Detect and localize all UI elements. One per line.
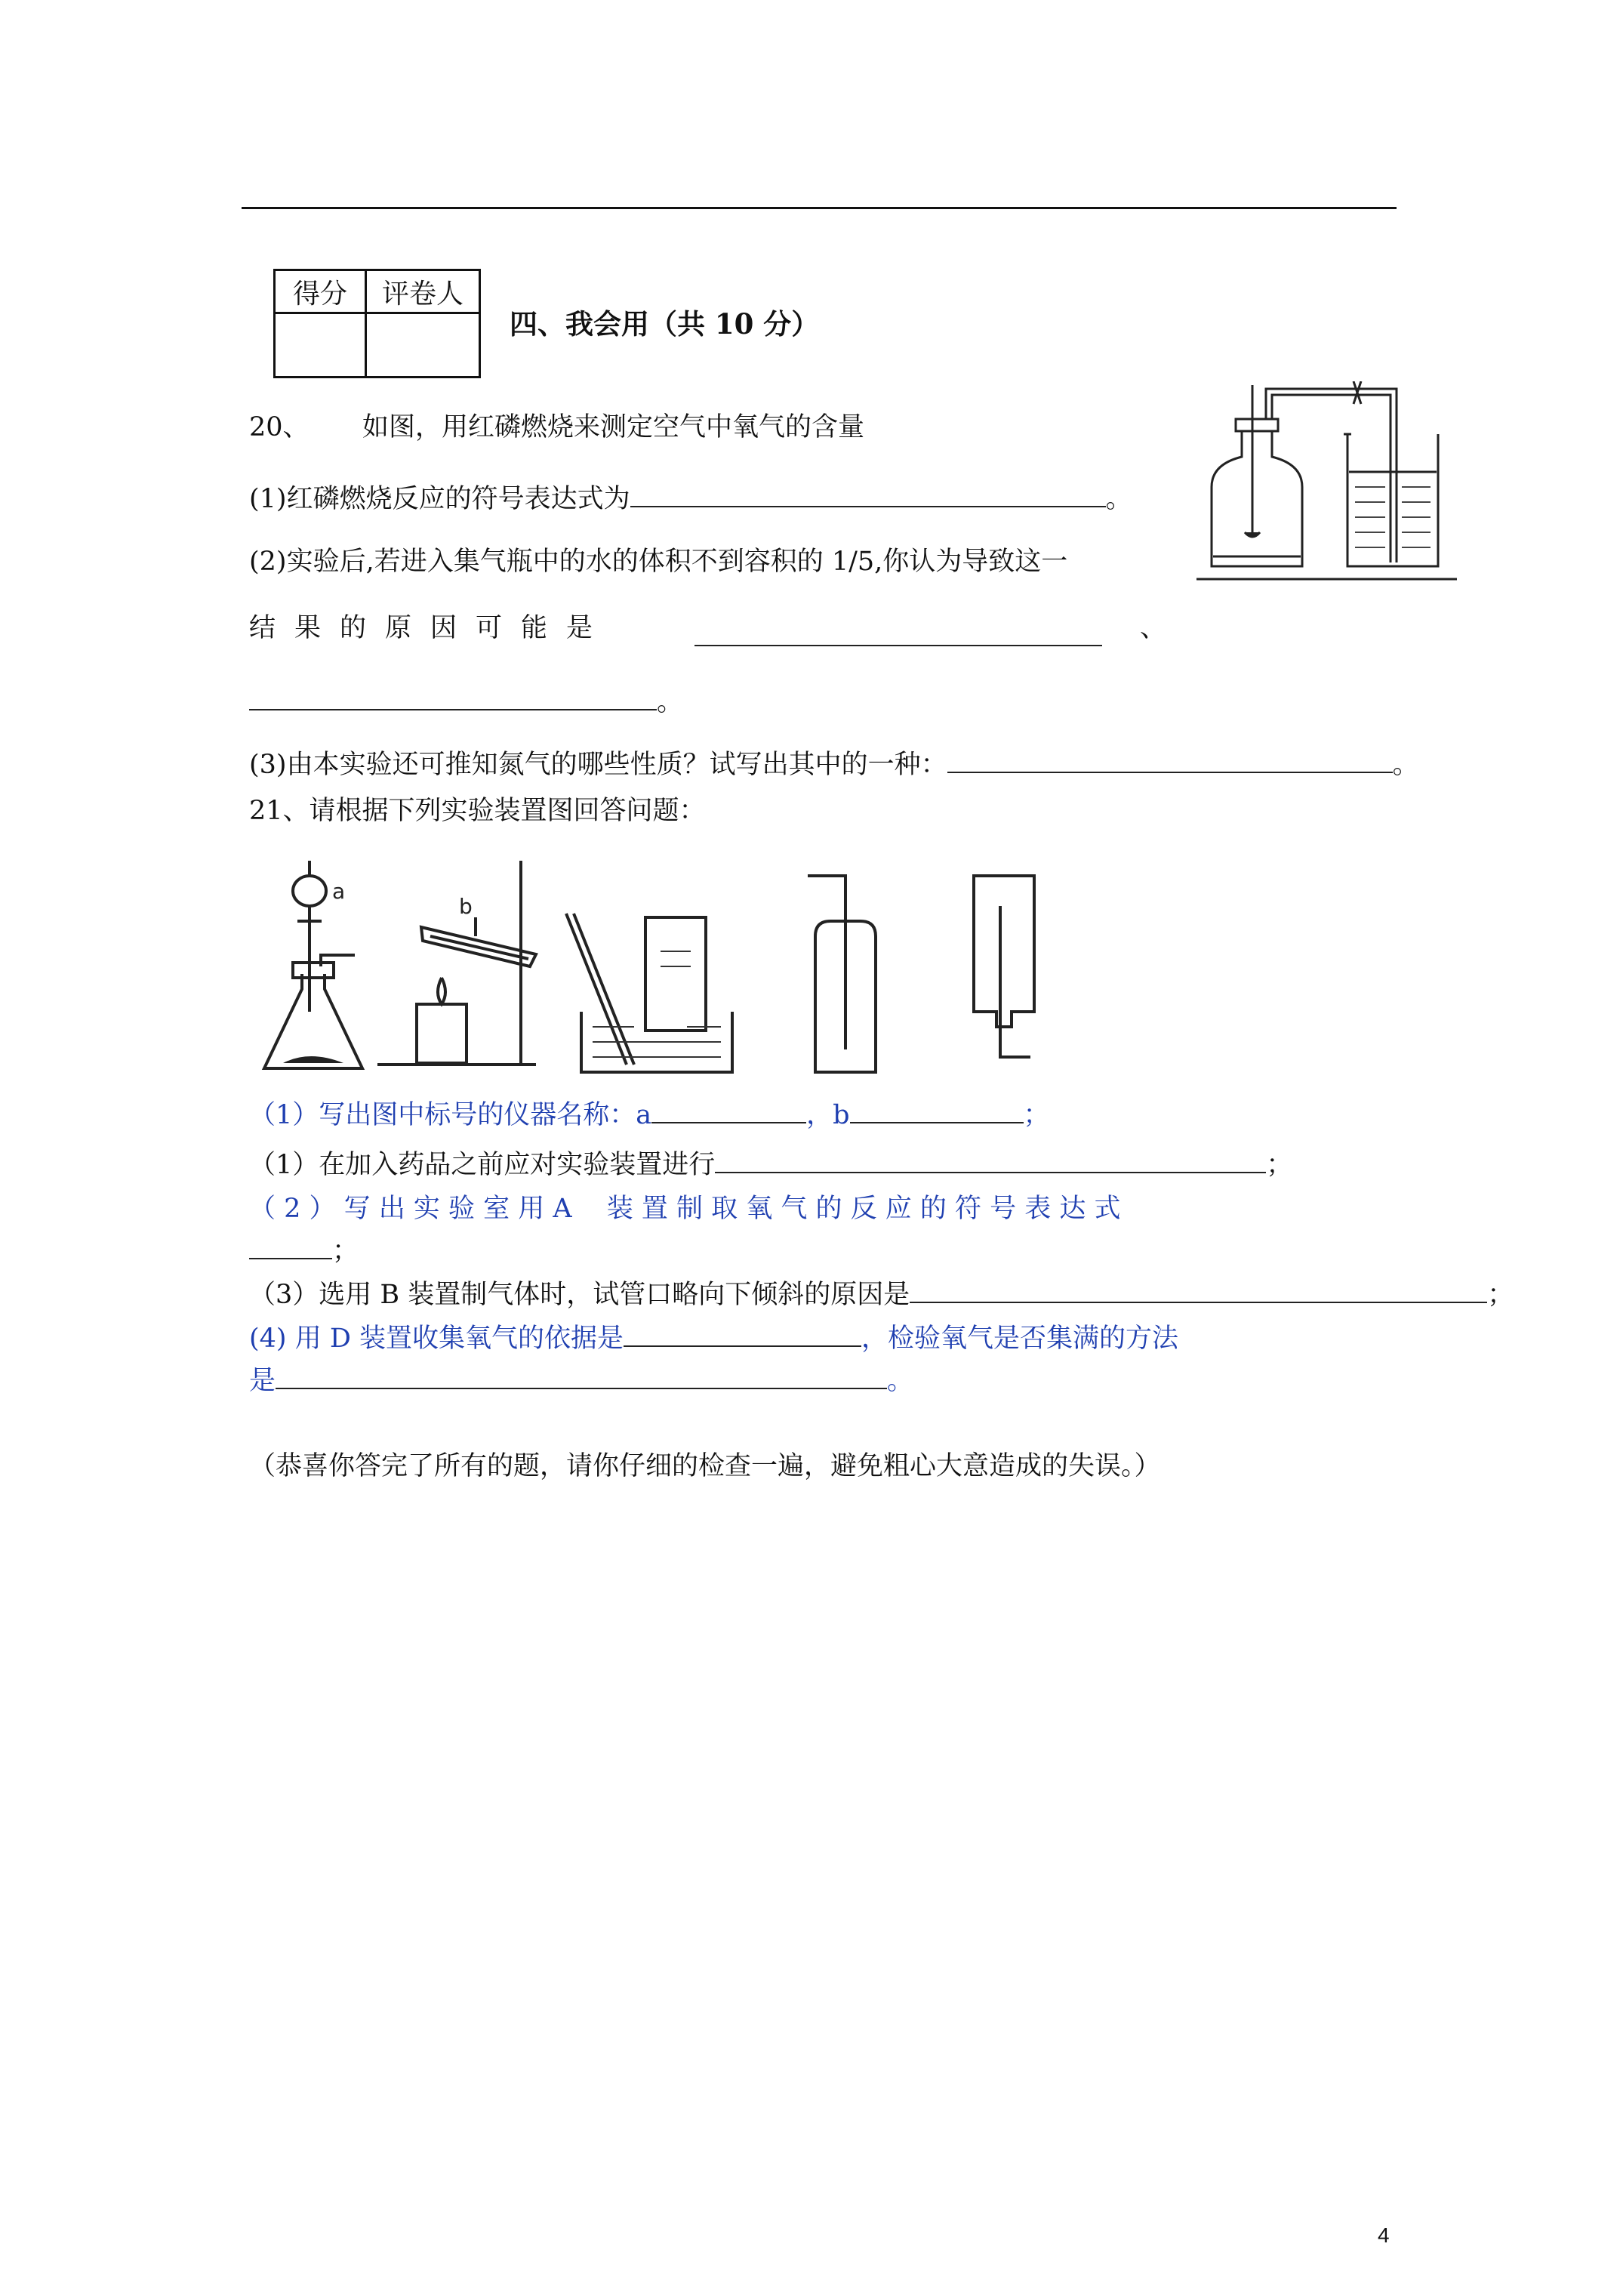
- score-cell[interactable]: [275, 313, 366, 378]
- score-label: 得分: [275, 270, 366, 313]
- q21-answer-check[interactable]: [715, 1146, 1266, 1173]
- q21-part1b-text: （1）在加入药品之前应对实验装置进行: [249, 1150, 716, 1180]
- q20-part2-line2: [249, 610, 611, 646]
- q21-answer-b[interactable]: [850, 1096, 1024, 1123]
- q21-part3-text: （3）选用 B 装置制气体时，试管口略向下倾斜的原因是: [249, 1280, 910, 1310]
- q20-answer-2b[interactable]: [249, 683, 657, 710]
- q21-answer-a[interactable]: [651, 1096, 806, 1123]
- q21-answer-3[interactable]: [910, 1276, 1487, 1303]
- closing-remark: （恭喜你答完了所有的题，请你仔细的检查一遍，避免粗心大意造成的失误。）: [249, 1451, 1161, 1481]
- q21-part4-line2: 是 。: [249, 1362, 913, 1399]
- q21-part2-text: （ 2 ） 写 出 实 验 室 用 A 装 置 制 取 氧 气 的 反 应 的 符 号 表 达 式: [249, 1194, 1121, 1224]
- q21-answer-4a[interactable]: [624, 1320, 861, 1347]
- q21-part4-line1: (4) 用 D 装置收集氧气的依据是 ，检验氧气是否集满的方法: [249, 1320, 1178, 1357]
- q21-part4-text: (4) 用 D 装置收集氧气的依据是: [249, 1324, 624, 1354]
- q20-part1: (1)红磷燃烧反应的符号表达式为 。: [249, 480, 1132, 517]
- q21-part1a: （1）写出图中标号的仪器名称：a ，b ；: [249, 1096, 1050, 1133]
- lab-apparatus-figure: [249, 846, 1064, 1080]
- grader-cell[interactable]: [366, 313, 480, 378]
- q20-part1-text: (1)红磷燃烧反应的符号表达式为: [249, 484, 630, 514]
- q21-answer-2[interactable]: [249, 1232, 332, 1259]
- page-number: 4: [1378, 2224, 1390, 2247]
- q20-intro: 如图，用红磷燃烧来测定空气中氧气的含量: [362, 412, 865, 442]
- q20-answer-2a[interactable]: [694, 619, 1102, 646]
- q20-number: 20、: [249, 412, 310, 442]
- q21-answer-4b[interactable]: [276, 1362, 887, 1389]
- q20-part2-line1: (2)实验后,若进入集气瓶中的水的体积不到容积的 1/5,你认为导致这一: [249, 547, 1068, 577]
- q21-part1b: （1）在加入药品之前应对实验装置进行 ；: [249, 1146, 1292, 1183]
- q20-answer-3[interactable]: [947, 746, 1393, 773]
- q21-part3: （3）选用 B 装置制气体时，试管口略向下倾斜的原因是 ；: [249, 1276, 1514, 1313]
- grader-label: 评卷人: [366, 270, 480, 313]
- label-b: b: [459, 894, 473, 919]
- q20-part3: (3)由本实验还可推知氮气的哪些性质？试写出其中的一种： 。: [249, 746, 1419, 783]
- q20-part3-text: (3)由本实验还可推知氮气的哪些性质？试写出其中的一种：: [249, 750, 947, 780]
- score-table: [273, 269, 481, 378]
- section-title: 四、我会用（共 10 分）: [510, 307, 820, 341]
- q21-intro: 21、请根据下列实验装置图回答问题：: [249, 796, 706, 826]
- q21-part1a-text: （1）写出图中标号的仪器名称：a: [249, 1100, 652, 1130]
- q20-part2-text: 结果的原因可能是: [249, 613, 612, 643]
- red-phosphorus-apparatus-figure: [1196, 381, 1457, 581]
- q20-separator: 、: [1140, 613, 1167, 643]
- q20-answer-1[interactable]: [630, 480, 1106, 507]
- label-a: a: [332, 879, 346, 904]
- header-rule: [242, 207, 1397, 209]
